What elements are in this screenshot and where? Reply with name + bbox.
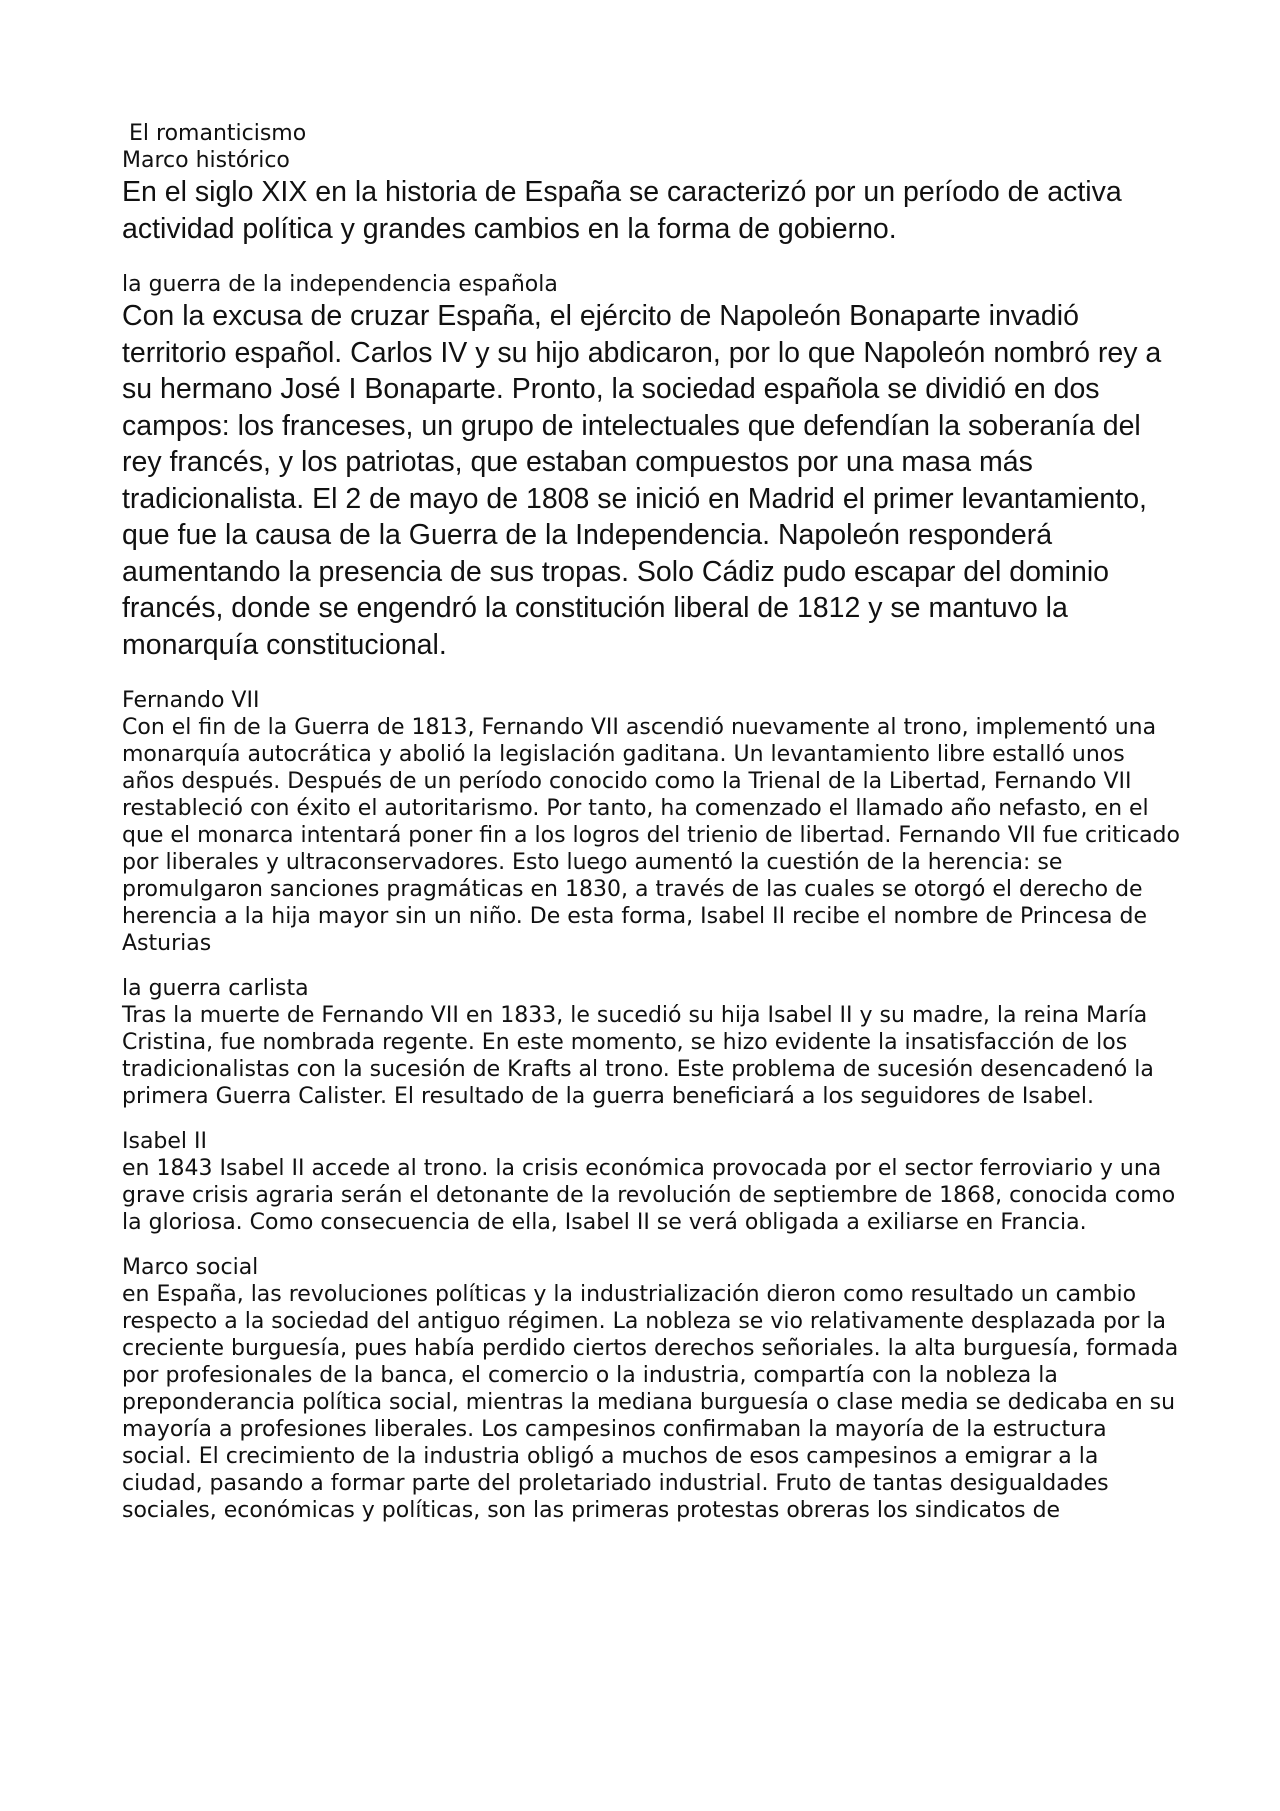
paragraph-guerra-carlista: Tras la muerte de Fernando VII en 1833, le sucedió su hija Isabel II y su madre, la reina María Cristina, fue nombrada regente. En este momento, se hizo evidente la insatisfacción de los tradicionalistas con la sucesión de Krafts al trono. Este problema de sucesión desencadenó la primera Guerra Calister. El resultado de la guerra beneficiará a los seguidores de Isabel. [122, 1003, 1161, 1109]
heading-marco-social: Marco social [122, 1255, 259, 1280]
paragraph-fernando-vii: Con el fin de la Guerra de 1813, Fernando VII ascendió nuevamente al trono, implementó una monarquía autocrática y abolió la legislación gaditana. Un levantamiento libre estalló unos años después. Después de un período conocido como la Trienal de la Libertad, Fernando VII restableció con éxito el autoritarismo. Por tanto, ha comenzado el llamado año nefasto, en el que el monarca intentará poner fin a los logros del trienio de libertad. Fernando VII fue criticado por liberales y ultraconservadores. Esto luego aumentó la cuestión de la herencia: se promulgaron sanciones pragmáticas en 1830, a través de las cuales se otorgó el derecho de herencia a la hija mayor sin un niño. De esta forma, Isabel II recibe el nombre de Princesa de Asturias [122, 715, 1187, 956]
paragraph-marco-historico: En el siglo XIX en la historia de España se caracterizó por un período de activa actividad política y grandes cambios en la forma de gobierno. [122, 176, 1122, 245]
spacer [122, 1236, 1182, 1254]
paragraph-isabel-ii: en 1843 Isabel II accede al trono. la crisis económica provocada por el sector ferroviario y una grave crisis agraria serán el detonante de la revolución de septiembre de 1868, conocida como la gloriosa. Como consecuencia de ella, Isabel II se verá obligada a exiliarse en Francia. [122, 1156, 1183, 1235]
document-title: El romanticismo [122, 121, 307, 146]
heading-guerra-independencia: la guerra de la independencia española [122, 272, 558, 297]
paragraph-marco-social: en España, las revoluciones políticas y la industrialización dieron como resultado un cambio respecto a la sociedad del antiguo régimen. La nobleza se vio relativamente desplazada por la creciente burguesía, pues había perdido ciertos derechos señoriales. la alta burguesía, formada por profesionales de la banca, el comercio o la industria, compartía con la nobleza la preponderancia política social, mientras la mediana burguesía o clase media se dedicaba en su mayoría a profesiones liberales. Los campesinos confirmaban la mayoría de la estructura social. El crecimiento de la industria obligó a muchos de esos campesinos a emigrar a la ciudad, pasando a formar parte del proletariado industrial. Fruto de tantas desigualdades sociales, económicas y políticas, son las primeras protestas obreras los sindicatos de [122, 1282, 1186, 1523]
heading-marco-historico: Marco histórico [122, 148, 290, 173]
document-page [122, 120, 1187, 1524]
heading-isabel-ii: Isabel II [122, 1129, 208, 1154]
paragraph-guerra-independencia: Con la excusa de cruzar España, el ejército de Napoleón Bonaparte invadió territorio español. Carlos IV y su hijo abdicaron, por lo que Napoleón nombró rey a su hermano José I Bonaparte. Pronto, la sociedad española se dividió en dos campos: los franceses, un grupo de intelectuales que defendían la soberanía del rey francés, y los patriotas, que estaban compuestos por una masa más tradicionalista. El 2 de mayo de 1808 se inició en Madrid el primer levantamiento, que fue la causa de la Guerra de la Independencia. Napoleón responderá aumentando la presencia de sus tropas. Solo Cádiz pudo escapar del dominio francés, donde se engendró la constitución liberal de 1812 y se mantuvo la monarquía constitucional. [122, 300, 1162, 661]
spacer [122, 663, 1182, 687]
spacer [122, 247, 1182, 271]
spacer [122, 957, 1182, 975]
spacer [122, 1110, 1182, 1128]
heading-fernando-vii: Fernando VII [122, 688, 260, 713]
heading-guerra-carlista: la guerra carlista [122, 976, 309, 1001]
